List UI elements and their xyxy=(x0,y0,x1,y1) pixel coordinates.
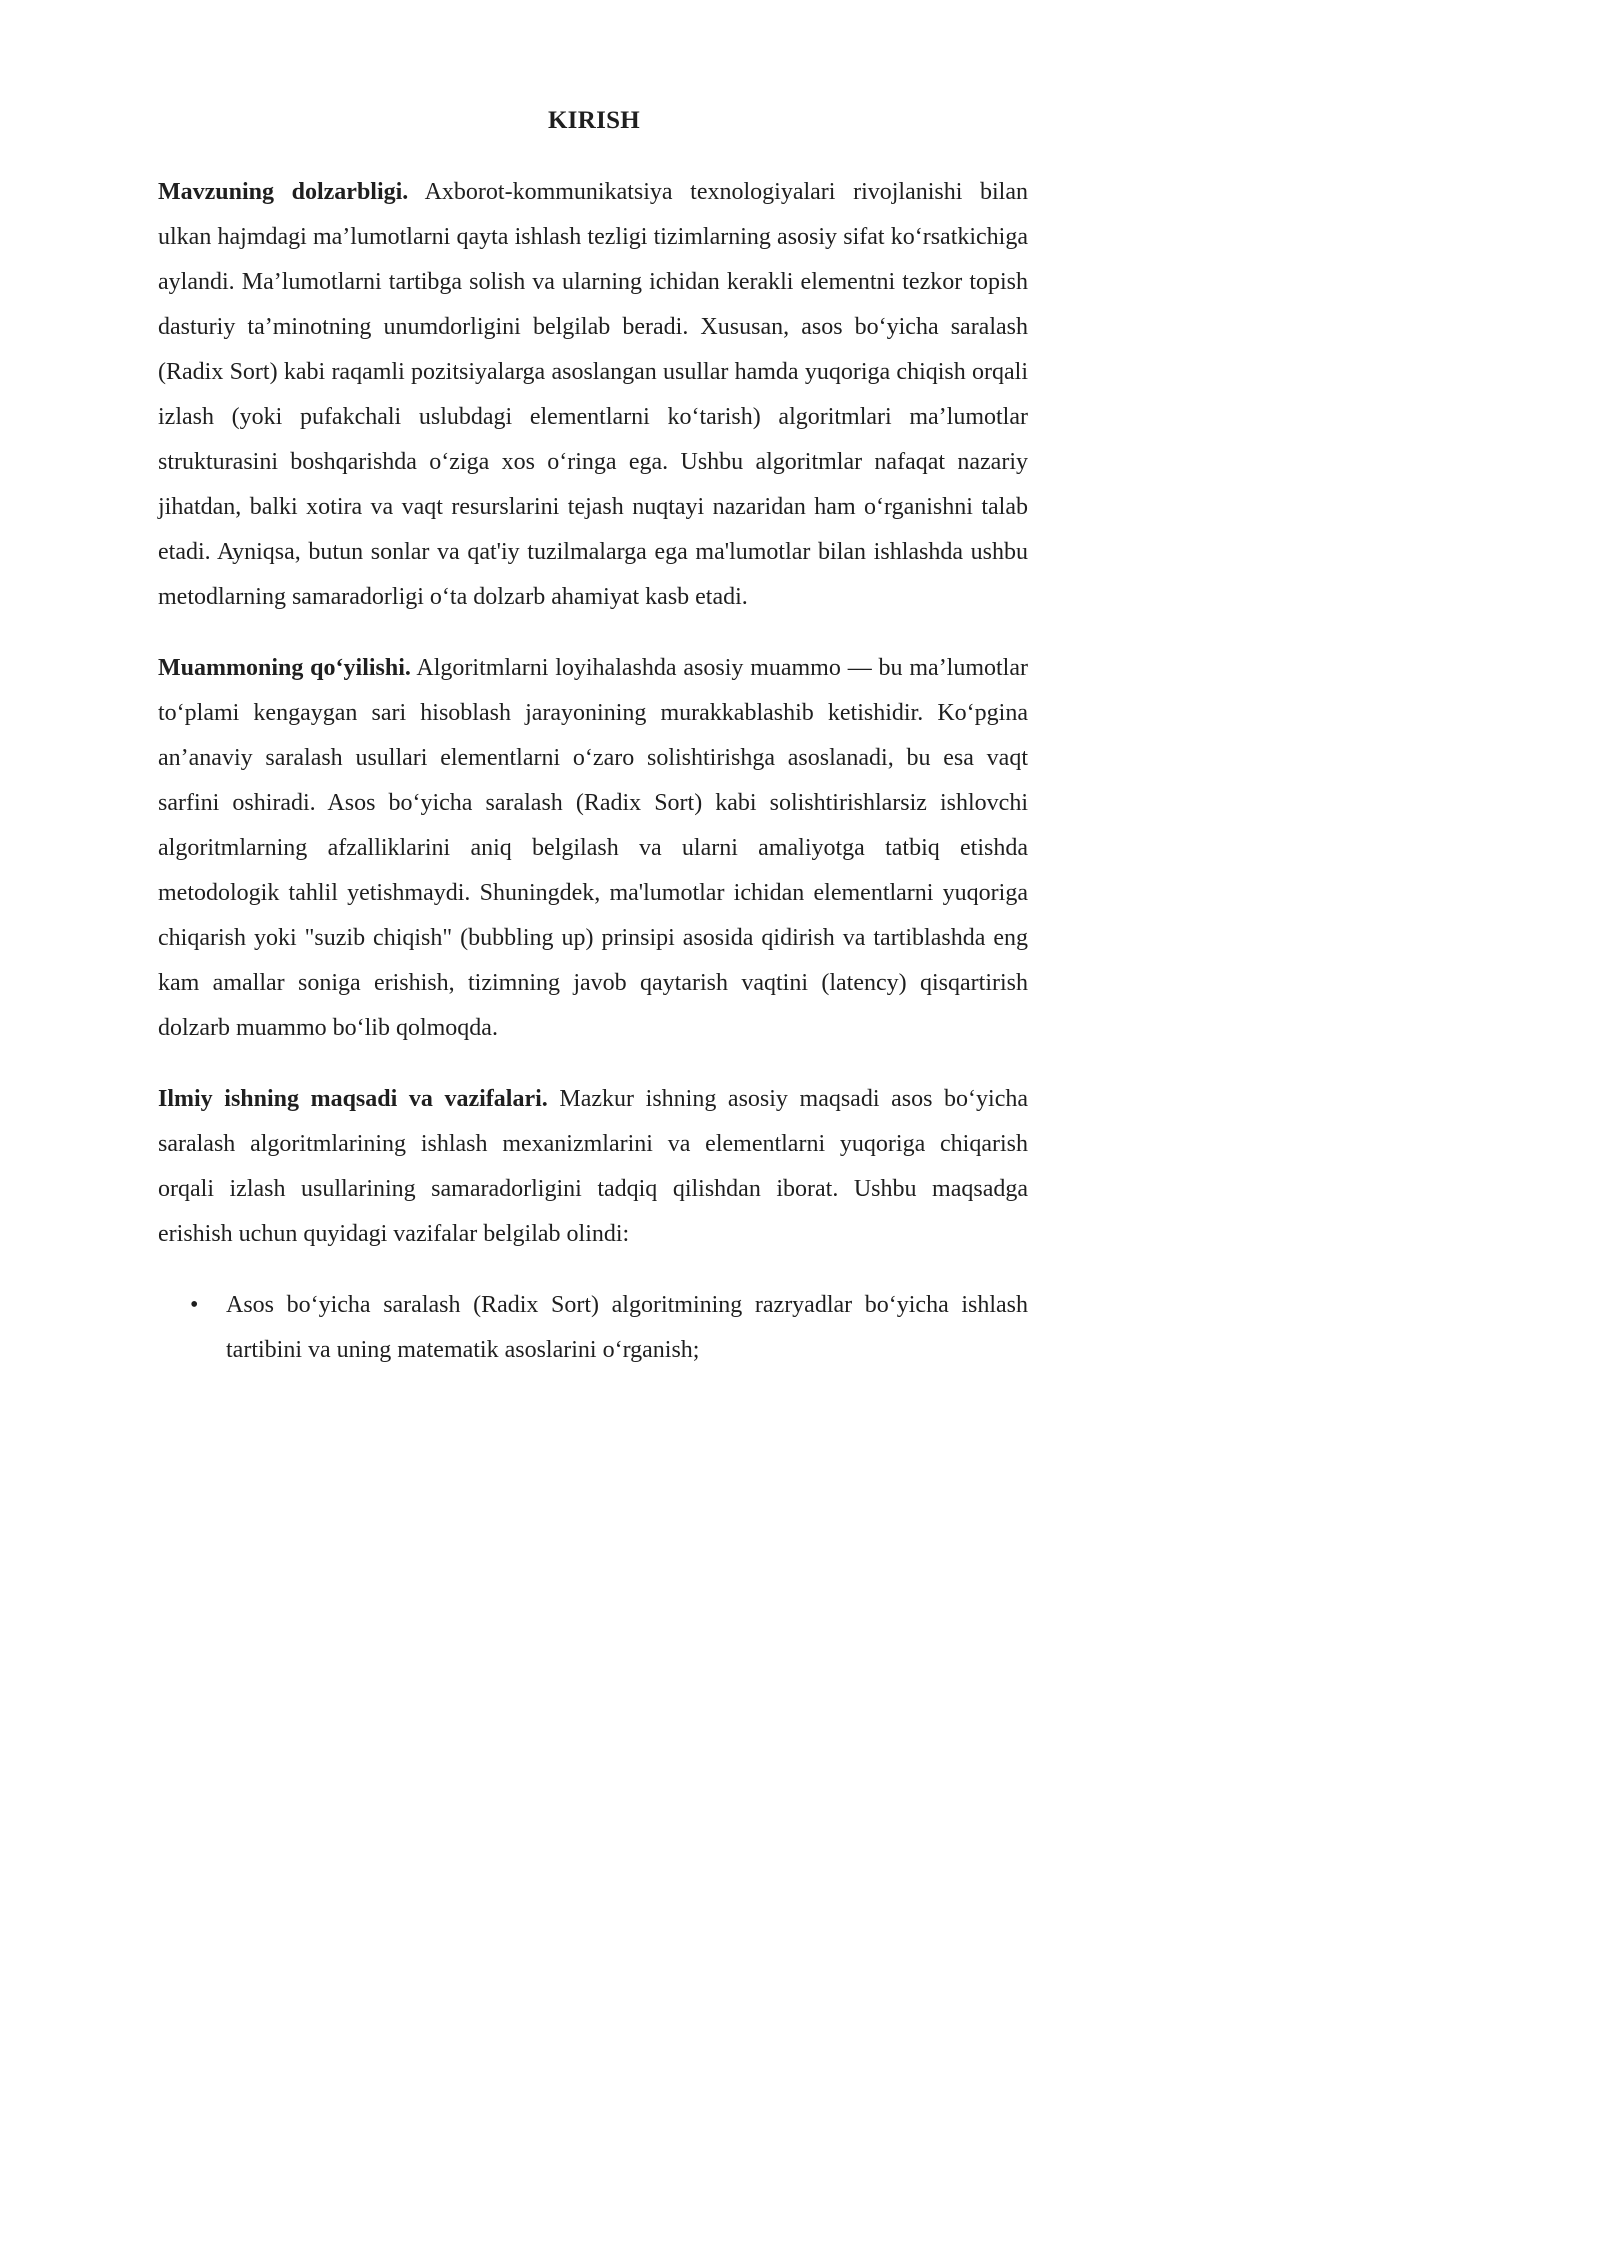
document-body xyxy=(158,170,1028,1373)
task-list xyxy=(158,1283,1028,1373)
bullet-icon: • xyxy=(190,1292,199,1318)
paragraph-goals xyxy=(158,1077,1028,1257)
list-item-text: Asos bo‘yicha saralash (Radix Sort) algoritmining razryadlar bo‘yicha ishlash tartibini va uning matematik asoslarini o‘rganish; xyxy=(226,1292,1028,1363)
paragraph-goals-lead: Ilmiy ishning maqsadi va vazifalari. xyxy=(158,1086,548,1112)
paragraph-relevance-lead: Mavzuning dolzarbligi. xyxy=(158,179,409,205)
paragraph-problem-text: Algoritmlarni loyihalashda asosiy muammo — bu ma’lumotlar to‘plami kengaygan sari hisoblash jarayonining murakkablashib ketishidir. Ko‘pgina an’anaviy saralash usullari elementlarni o‘zaro solishtirishga asoslanadi, bu esa vaqt sarfini oshiradi. Asos bo‘yicha saralash (Radix Sort) kabi solishtirishlarsiz ishlovchi algoritmlarning afzalliklarini aniq belgilash va ularni amaliyotga tatbiq etishda metodologik tahlil yetishmaydi. Shuningdek, ma'lumotlar ichidan elementlarni yuqoriga chiqarish yoki "suzib chiqish" (bubbling up) prinsipi asosida qidirish va tartiblashda eng kam amallar soniga erishish, tizimning javob qaytarish vaqtini (latency) qisqartirish dolzarb muammo bo‘lib qolmoqda. xyxy=(158,655,1028,1041)
paragraph-problem-lead: Muammoning qo‘yilishi. xyxy=(158,655,411,681)
list-item xyxy=(158,1283,1028,1373)
paragraph-goals-text: Mazkur ishning asosiy maqsadi asos bo‘yicha saralash algoritmlarining ishlash mexanizmlarini va elementlarni yuqoriga chiqarish orqali izlash usullarining samaradorligini tadqiq qilishdan iborat. Ushbu maqsadga erishish uchun quyidagi vazifalar belgilab olindi: xyxy=(158,1086,1029,1247)
paragraph-problem xyxy=(158,646,1028,1051)
paragraph-relevance-text: Axborot-kommunikatsiya texnologiyalari rivojlanishi bilan ulkan hajmdagi ma’lumotlarni qayta ishlash tezligi tizimlarning asosiy sifat ko‘rsatkichiga aylandi. Ma’lumotlarni tartibga solish va ularning ichidan kerakli elementni tezkor topish dasturiy ta’minotning unumdorligini belgilab beradi. Xususan, asos bo‘yicha saralash (Radix Sort) kabi raqamli pozitsiyalarga asoslangan usullar hamda yuqoriga chiqish orqali izlash (yoki pufakchali uslubdagi elementlarni ko‘tarish) algoritmlari ma’lumotlar strukturasini boshqarishda o‘ziga xos o‘ringa ega. Ushbu algoritmlar nafaqat nazariy jihatdan, balki xotira va vaqt resurslarini tejash nuqtayi nazaridan ham o‘rganishni talab etadi. Ayniqsa, butun sonlar va qat'iy tuzilmalarga ega ma'lumotlar bilan ishlashda ushbu metodlarning samaradorligi o‘ta dolzarb ahamiyat kasb etadi. xyxy=(158,179,1028,610)
page-title: KIRISH xyxy=(547,107,641,134)
document-page xyxy=(0,0,1100,1553)
paragraph-relevance xyxy=(158,170,1028,620)
